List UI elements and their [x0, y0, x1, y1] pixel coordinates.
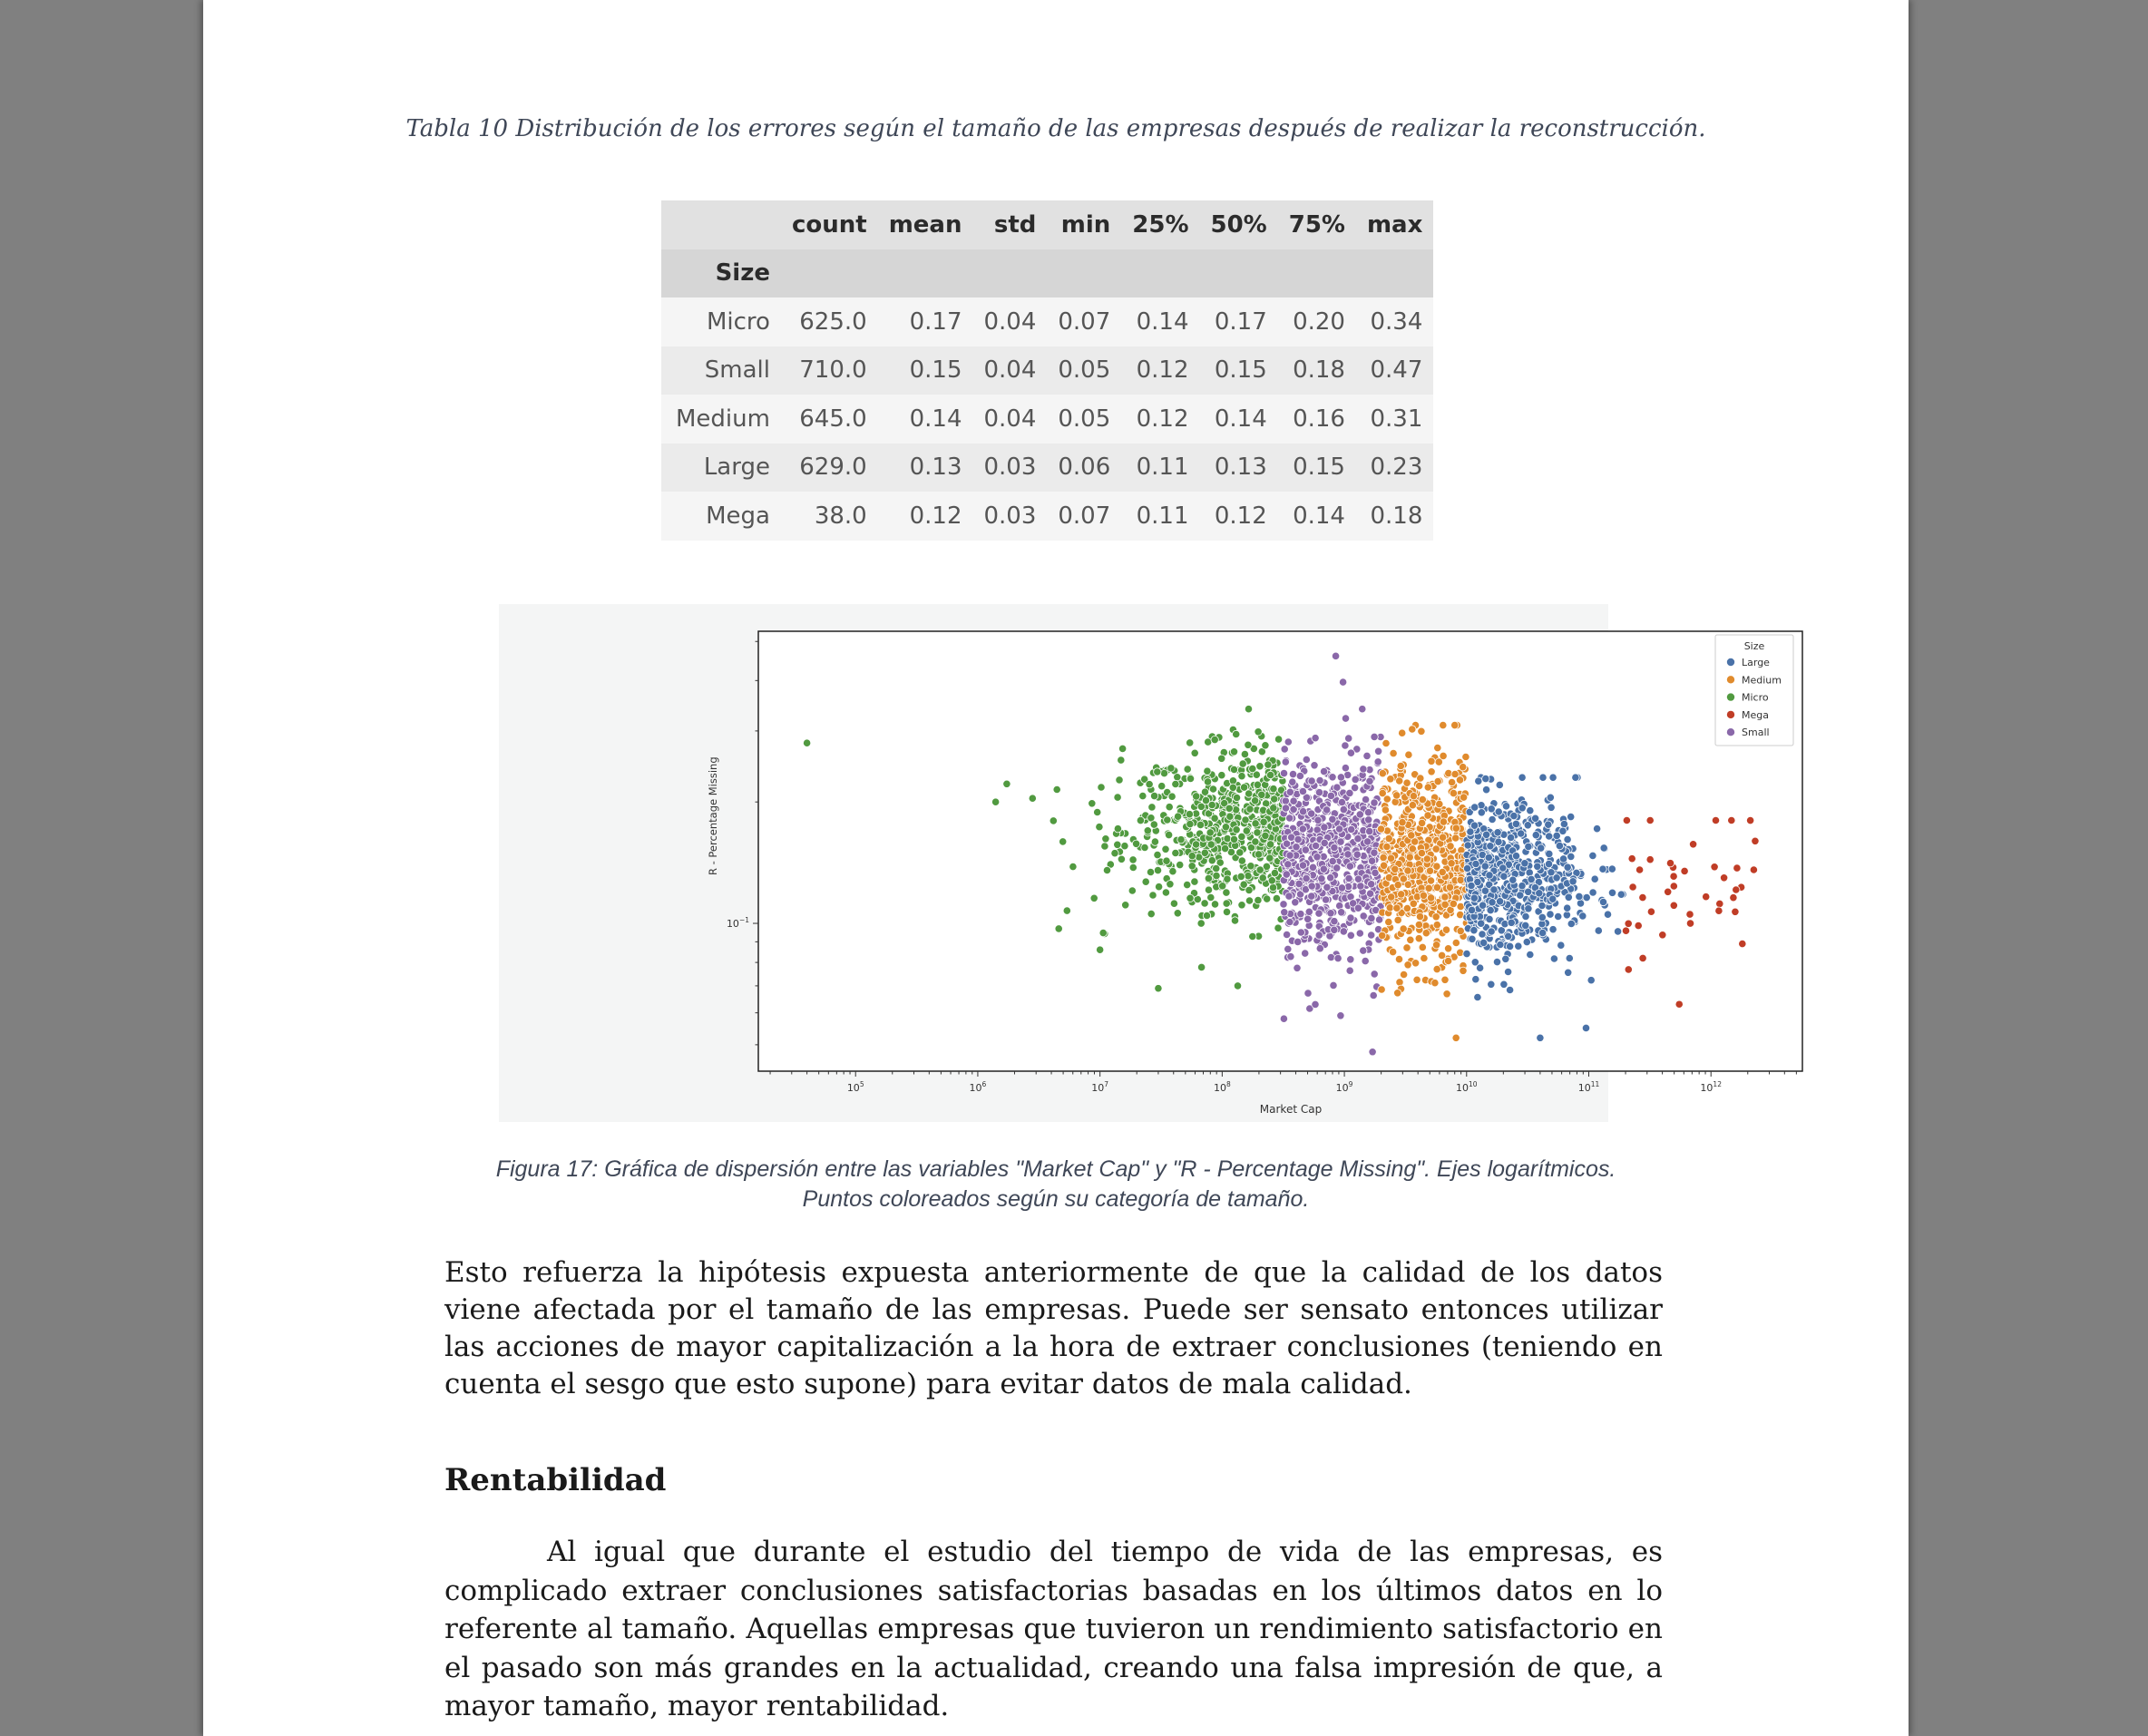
table-cell: 0.14: [1214, 405, 1267, 433]
table-cell: 0.47: [1370, 356, 1423, 385]
row-label: Large: [703, 454, 770, 482]
legend-marker-icon: [1727, 711, 1734, 718]
table-row: [661, 346, 1433, 395]
table-cell: 645.0: [799, 405, 867, 433]
y-axis: [707, 641, 758, 1045]
figure-caption-line-2: Puntos coloreados según su categoría de tamaño.: [802, 1186, 1310, 1212]
column-header: 75%: [1288, 210, 1345, 239]
section-heading-rentabilidad: Rentabilidad: [444, 1462, 667, 1498]
table-row: [661, 444, 1433, 493]
table-cell: 0.15: [909, 356, 962, 385]
x-tick-label: $10^6$: [969, 1080, 987, 1094]
table-cell: 0.12: [909, 502, 962, 530]
scatter-chart: [499, 604, 1782, 1122]
x-tick-label: $10^{11}$: [1577, 1080, 1600, 1094]
table-cell: 38.0: [814, 502, 867, 530]
row-label: Medium: [676, 405, 770, 433]
paragraph-rentabilidad: Al igual que durante el estudio del tiempo de vida de las empresas, es complicado extraer conclusiones satisfactorias basadas en los últimos datos en lo referente al tamaño. Aquellas empresas que tuvieron un rendimiento satisfactorio en el pasado son más grandes en la actualidad, creando una falsa impresión de que, a mayor tamaño, mayor rentabilidad.: [444, 1536, 1663, 1722]
table-row: [661, 395, 1433, 444]
table-cell: 0.34: [1370, 307, 1423, 336]
column-header: mean: [888, 210, 962, 239]
legend-title: Size: [1743, 640, 1765, 652]
table-cell: 0.11: [1136, 502, 1189, 530]
table-cell: 0.18: [1370, 502, 1423, 530]
table-corner-cell: [661, 200, 781, 249]
column-header: min: [1060, 210, 1111, 239]
table-cell: 0.07: [1058, 502, 1111, 530]
legend-entry: Small: [1742, 727, 1770, 739]
scatter-plot-canvas: [499, 604, 1782, 1122]
legend-marker-icon: [1727, 658, 1734, 666]
table-cell: 0.03: [983, 454, 1037, 482]
table-cell: 0.06: [1058, 454, 1111, 482]
table-cell: 0.23: [1370, 454, 1423, 482]
table-cell: 629.0: [799, 454, 867, 482]
document-page: [203, 0, 1909, 1736]
index-name-header: Size: [715, 259, 770, 288]
table-body: [661, 297, 1433, 541]
table-cell: 0.18: [1293, 356, 1345, 385]
table-cell: 0.04: [983, 307, 1037, 336]
paragraph-data-quality: Esto refuerza la hipótesis expuesta anteriormente de que la calidad de los datos viene afectada por el tamaño de las empresas. Puede ser sensato entonces utilizar las acciones de mayor capitalización a la hora de extraer conclusiones (teniendo en cuenta el sesgo que esto supone) para evitar datos de mala calidad.: [444, 1256, 1663, 1400]
x-axis-label: Market Cap: [1259, 1103, 1323, 1116]
table-cell: 0.13: [1214, 454, 1267, 482]
table-cell: 0.11: [1136, 454, 1189, 482]
table-cell: 0.03: [983, 502, 1037, 530]
table-cell: 0.14: [1136, 307, 1189, 336]
table-cell: 0.04: [983, 405, 1037, 433]
legend-entry: Mega: [1742, 708, 1769, 721]
x-tick-label: $10^5$: [846, 1080, 864, 1094]
table-cell: 625.0: [799, 307, 867, 336]
x-tick-label: $10^{10}$: [1456, 1080, 1478, 1094]
table-cell: 0.07: [1058, 307, 1111, 336]
table-cell: 0.12: [1214, 502, 1267, 530]
table-row: [661, 297, 1433, 346]
column-header: max: [1366, 210, 1423, 239]
row-label: Mega: [706, 502, 770, 530]
column-header: 25%: [1132, 210, 1189, 239]
x-axis: [770, 1071, 1796, 1116]
y-tick-label: $10^{-1}$: [726, 916, 749, 931]
table-cell: 0.20: [1293, 307, 1345, 336]
column-header: std: [993, 210, 1037, 239]
index-header-row: [661, 249, 1433, 298]
x-tick-label: $10^8$: [1213, 1080, 1231, 1094]
legend-marker-icon: [1727, 676, 1734, 683]
table-cell: 0.17: [1214, 307, 1267, 336]
table-cell: 0.05: [1058, 405, 1111, 433]
table-caption: Tabla 10 Distribución de los errores según el tamaño de las empresas después de realizar la reconstrucción.: [405, 115, 1706, 142]
table-cell: 0.15: [1214, 356, 1267, 385]
table-cell: 0.31: [1370, 405, 1423, 433]
column-header: count: [791, 210, 867, 239]
x-tick-label: $10^9$: [1335, 1080, 1353, 1094]
x-tick-label: $10^7$: [1091, 1080, 1109, 1094]
table-cell: 0.14: [1293, 502, 1345, 530]
row-label: Small: [704, 356, 770, 385]
x-tick-label: $10^{12}$: [1700, 1080, 1722, 1094]
column-header: 50%: [1210, 210, 1267, 239]
chart-legend: [1715, 635, 1793, 746]
table-cell: 0.17: [909, 307, 962, 336]
table-cell: 0.04: [983, 356, 1037, 385]
table-cell: 0.12: [1136, 356, 1189, 385]
table-cell: 0.15: [1293, 454, 1345, 482]
figure-caption-line-1: Figura 17: Gráfica de dispersión entre las variables "Market Cap" y "R - Percentage Missing". Ejes logarítmicos.: [495, 1156, 1616, 1182]
table-cell: 710.0: [799, 356, 867, 385]
row-label: Micro: [706, 307, 770, 336]
table-cell: 0.12: [1136, 405, 1189, 433]
y-axis-label: R - Percentage Missing: [707, 756, 719, 876]
legend-marker-icon: [1727, 728, 1734, 736]
table-header-row: [661, 200, 1433, 249]
legend-entry: Micro: [1742, 691, 1769, 704]
legend-entry: Large: [1742, 657, 1770, 668]
legend-entry: Medium: [1742, 674, 1782, 687]
statistics-table: [661, 200, 1433, 541]
table-cell: 0.13: [909, 454, 962, 482]
table-cell: 0.14: [909, 405, 962, 433]
table-row: [661, 492, 1433, 541]
legend-marker-icon: [1727, 693, 1734, 700]
table-cell: 0.05: [1058, 356, 1111, 385]
figure-caption: [203, 1155, 1909, 1214]
table-cell: 0.16: [1293, 405, 1345, 433]
